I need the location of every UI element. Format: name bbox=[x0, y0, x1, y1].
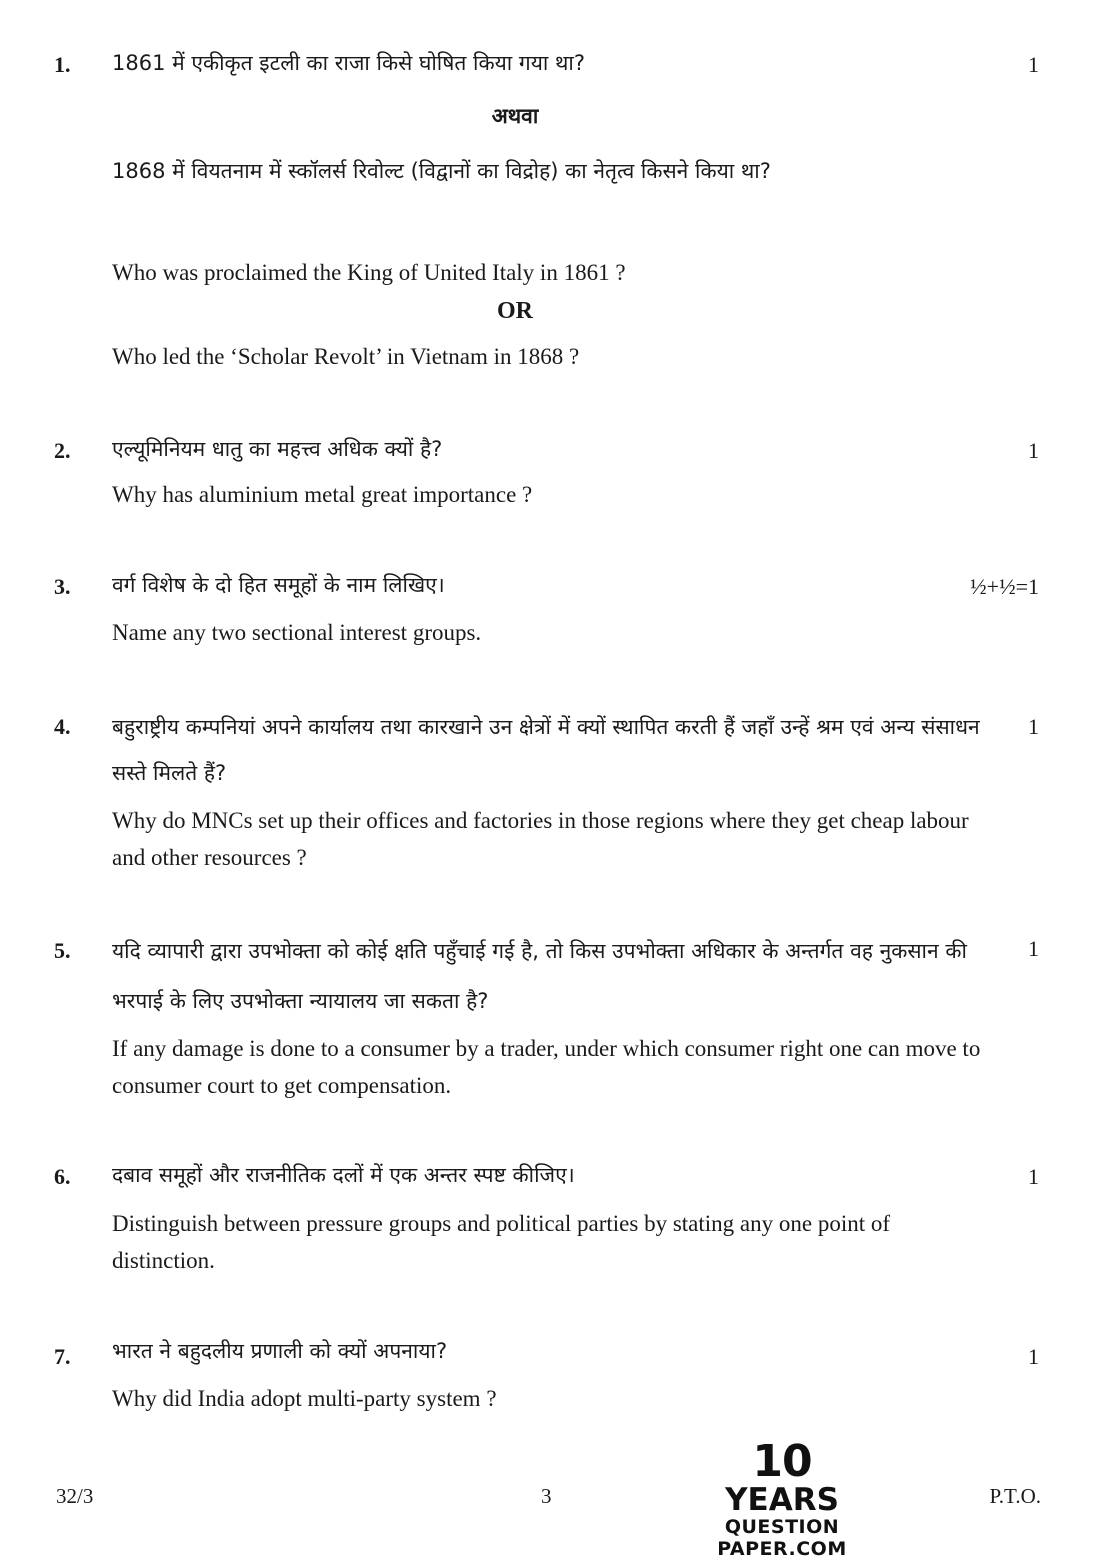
pto-label: P.T.O. bbox=[989, 1484, 1041, 1508]
question-hindi: 1861 में एकीकृत इटली का राजा किसे घोषित किया गया था? bbox=[112, 51, 586, 75]
question-hindi: दबाव समूहों और राजनीतिक दलों में एक अन्तर स्पष्ट कीजिए। bbox=[112, 1163, 575, 1187]
question-number: 1. bbox=[54, 52, 71, 77]
question-hindi: वर्ग विशेष के दो हित समूहों के नाम लिखिए। bbox=[112, 573, 445, 597]
question-english-alt: Who led the ‘Scholar Revolt’ in Vietnam in 1868 ? bbox=[112, 344, 580, 369]
watermark-number: 10 bbox=[752, 1436, 812, 1487]
question-number: 3. bbox=[54, 574, 71, 599]
page-number: 3 bbox=[541, 1484, 552, 1508]
question-english: Who was proclaimed the King of United Italy in 1861 ? bbox=[112, 260, 626, 285]
question-marks: 1 bbox=[1028, 52, 1039, 77]
question-english: Why did India adopt multi-party system ? bbox=[112, 1386, 497, 1411]
question-hindi: बहुराष्ट्रीय कम्पनियां अपने कार्यालय तथा कारखाने उन क्षेत्रों में क्यों स्थापित करती हैं जहाँ उन्हें श्रम एवं अन्य संसाधन सस्ते मिलते हैं? bbox=[112, 715, 980, 785]
question-english: Why do MNCs set up their offices and factories in those regions where they get cheap labour and other resources ? bbox=[112, 808, 969, 870]
watermark-years: YEARS bbox=[725, 1482, 839, 1518]
question-number: 2. bbox=[54, 438, 71, 463]
watermark-site: QUESTION PAPER.COM bbox=[717, 1516, 847, 1560]
question-hindi-alt: 1868 में वियतनाम में स्कॉलर्स रिवोल्ट (विद्वानों का विद्रोह) का नेतृत्व किसने किया था? bbox=[112, 159, 771, 183]
watermark-logo bbox=[666, 1436, 898, 1560]
question-marks: 1 bbox=[1028, 1344, 1039, 1369]
question-english: Name any two sectional interest groups. bbox=[112, 620, 482, 645]
question-marks: 1 bbox=[1028, 714, 1039, 739]
paper-code: 32/3 bbox=[56, 1484, 94, 1508]
or-separator-english: OR bbox=[497, 298, 533, 324]
question-marks: 1 bbox=[1028, 936, 1039, 961]
question-english: If any damage is done to a consumer by a trader, under which consumer right one can move to consumer court to get compensation. bbox=[112, 1036, 981, 1098]
question-number: 5. bbox=[54, 938, 71, 963]
question-marks: 1 bbox=[1028, 438, 1039, 463]
question-english: Why has aluminium metal great importance ? bbox=[112, 482, 533, 507]
question-marks: ½+½=1 bbox=[970, 574, 1039, 599]
question-english: Distinguish between pressure groups and political parties by stating any one point of distinction. bbox=[112, 1211, 891, 1273]
question-hindi: एल्यूमिनियम धातु का महत्त्व अधिक क्यों है? bbox=[112, 437, 443, 461]
question-number: 7. bbox=[54, 1344, 71, 1369]
question-hindi: यदि व्यापारी द्वारा उपभोक्ता को कोई क्षति पहुँचाई गई है, तो किस उपभोक्ता अधिकार के अन्तर्गत वह नुकसान की भरपाई के लिए उपभोक्ता न्यायालय जा सकता है? bbox=[112, 939, 967, 1013]
question-number: 6. bbox=[54, 1164, 71, 1189]
or-separator-hindi: अथवा bbox=[491, 104, 539, 128]
question-hindi: भारत ने बहुदलीय प्रणाली को क्यों अपनाया? bbox=[112, 1339, 448, 1363]
question-marks: 1 bbox=[1028, 1164, 1039, 1189]
question-number: 4. bbox=[54, 714, 71, 739]
